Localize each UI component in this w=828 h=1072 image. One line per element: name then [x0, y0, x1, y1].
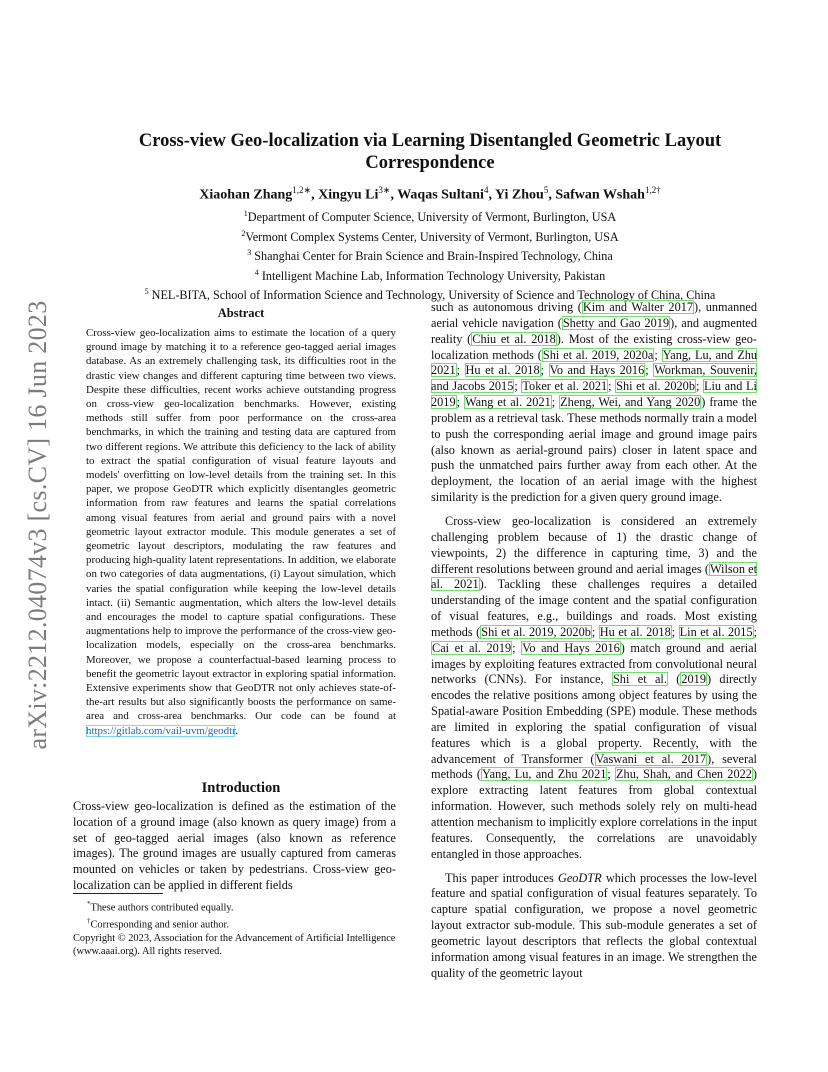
abstract-body: [86, 326, 396, 738]
citation-link[interactable]: 2019: [681, 672, 706, 687]
body-text: such as autonomous driving (: [431, 300, 582, 314]
body-text: ). Tackling these challenges requires a detailed understanding of the image content and the spatial configuration of visual features, e.g., buildings and roads. Most existing methods (: [431, 577, 757, 639]
affiliation-line: $^3$ Shanghai Center for Brain Science and Brain-Inspired Technology, China: [247, 248, 613, 264]
citation-link[interactable]: Yang, Lu, and Zhu 2021: [482, 767, 607, 782]
author-list: Xiaohan Zhang$^{1,2∗}$, Xingyu $Li^{3∗}$, Waqas Sultani$^4$, Yi Zhou$^5$, Safwan Wshah$^{1,2\dagger}$: [199, 185, 661, 203]
citation-link[interactable]: Vo and Hays 2016: [549, 363, 645, 378]
body-text: Cross-view geo-localization is considered an extremely challenging problem because of 1) the drastic change of viewpoints, 2) the difference in capturing time, 3) and the different resolutions between ground and aerial images (: [431, 513, 757, 576]
body-text: ;: [456, 363, 465, 378]
citation-link[interactable]: Workman, Souvenir, and Jacobs 2015: [431, 363, 757, 394]
body-text: ;: [654, 347, 662, 362]
citation-link[interactable]: Hu et al. 2018: [599, 624, 671, 639]
body-text: This paper introduces: [445, 870, 558, 885]
affiliation-line: $^5$ NEL-BITA, School of Information Science and Technology, University of Science and Technology of China, China: [144, 287, 716, 303]
body-text: ), several methods (: [431, 751, 757, 782]
citation-link[interactable]: Lin et al. 2015: [679, 624, 753, 639]
body-text: (: [667, 672, 681, 687]
body-text: ;: [753, 624, 758, 639]
copyright-notice: Copyright © 2023, Association for the Advancement of Artificial Intelligence (www.aaai.org). All rights reserved.: [73, 932, 396, 958]
abstract-text: Cross-view geo-localization aims to estimate the location of a query ground image by matching it to a reference geo-tagged aerial images database. As an extremely challenging task, its difficulties root in the drastic view changes and different capturing time between two views. Despite these difficulties, recent works achieve outstanding progress on cross-view geo-localization benchmarks. However, existing methods still suffer from poor performance on the cross-area benchmarks, in which the training and testing data are captured from two different regions. We attribute this deficiency to the lack of ability to extract the spatial configuration of visual feature layouts and models' overfitting on low-level details from the training set. In this paper, we propose GeoDTR which explicitly disentangles geometric information from raw features and learns the spatial correlations among visual features from aerial and ground pairs with a novel geometric layout extractor module. This module generates a set of geometric layout descriptors, modulating the raw features and producing high-quality latent representations. In addition, we elaborate on two categories of data augmentations, (i) Layout simulation, which varies the spatial configuration while keeping the low-level details intact. (ii) Semantic augmentation, which alters the low-level details and encourages the model to capture spatial configurations. These augmentations help to improve the performance of the cross-view geo-localization models, especially on the cross-area benchmarks. Moreover, we propose a counterfactual-based learning process to benefit the geometric layout extractor in exploring spatial information. Extensive experiments show that GeoDTR not only achieves state-of-the-art results but also significantly boosts the performance on same-area and cross-area benchmarks. Our code can be found at: [86, 327, 396, 723]
arxiv-id: arXiv:2212.04074v3 [cs.CV] 16 Jun 2023: [23, 300, 52, 750]
body-text: ;: [456, 395, 464, 410]
abstract-heading: Abstract: [217, 306, 265, 320]
citation-link[interactable]: Chiu et al. 2018: [472, 331, 556, 346]
citation-link[interactable]: Kim and Walter 2017: [582, 300, 694, 314]
body-text: ). Most of the existing cross-view geo-localization methods (: [431, 331, 757, 362]
body-text: ) explore extracting latent features from global contextual information. However, such methods solely rely on multi-head attention mechanism to implicitly explore correlations in the input features. Consequently, the correlations are unavoidably entangled in those approaches.: [431, 767, 757, 861]
citation-link[interactable]: Zheng, Wei, and Yang 2020: [560, 395, 701, 410]
affiliation-line: $^4$ Intelligent Machine Lab, Information Technology University, Pakistan: [254, 267, 606, 283]
footnotes: [73, 898, 403, 959]
footnote-equal: *These authors contributed equally.: [87, 900, 234, 914]
right-column: [431, 300, 757, 981]
body-text: ) directly encodes the relative positions among object features by using the Spatial-aware Position Embedding (SPE) module. These methods are limited in exploring the spatial configuration of visual features which is a global property. Recently, with the advancement of Transformer (: [431, 672, 757, 766]
citation-link[interactable]: Vo and Hays 2016: [522, 640, 620, 655]
body-text: ), unmanned aerial vehicle navigation (: [431, 300, 757, 330]
author-name: Xingyu Li: [318, 187, 379, 203]
citation-link[interactable]: Zhu, Shah, and Chen 2022: [616, 767, 752, 782]
right-paragraph-3: [431, 871, 757, 982]
body-text: ;: [551, 395, 560, 410]
arxiv-sidebar-stamp: [20, 290, 56, 760]
footnote-corresponding: †Corresponding and senior author.: [87, 916, 230, 931]
author-name: Yi Zhou: [494, 187, 544, 203]
body-text: ) frame the problem as a retrieval task. These methods normally train a model to push the corresponding aerial image and ground image pairs (also known as aerial-ground pairs) closer in latent space and push the unmatched pairs further away from each other. At the deployment, the location of an aerial image with the highest similarity is the prediction for a given query ground image.: [431, 395, 757, 505]
body-text: ;: [540, 363, 549, 378]
citation-link[interactable]: Hu et al. 2018: [465, 363, 540, 378]
citation-link[interactable]: Wilson et al. 2021: [431, 561, 757, 592]
citation-link[interactable]: Shi et al. 2020b: [616, 379, 695, 394]
author-affil-mark: 4: [483, 185, 489, 195]
right-paragraph-1: [431, 300, 757, 506]
citation-link[interactable]: Shi et al.: [612, 672, 667, 687]
right-paragraph-2: [431, 514, 757, 863]
body-text: ;: [608, 379, 616, 394]
citation-link[interactable]: Shi et al. 2019, 2020b: [481, 624, 591, 639]
method-name: GeoDTR: [557, 870, 602, 885]
author-affil-mark: 1,2∗: [292, 185, 312, 195]
body-text: ;: [671, 624, 679, 639]
body-text: ;: [512, 640, 522, 655]
citation-link[interactable]: Yang, Lu, and Zhu 2021: [431, 347, 757, 378]
author-affil-mark: 5: [543, 185, 549, 195]
author-name: Safwan Wshah: [555, 187, 645, 203]
citation-link[interactable]: Liu and Li 2019: [431, 379, 757, 410]
author-name: Waqas Sultani: [397, 187, 484, 203]
abstract-end: .: [235, 724, 238, 737]
affiliation-line: $^1$Department of Computer Science, University of Vermont, Burlington, USA: [243, 209, 617, 225]
affiliation-line: $^2$Vermont Complex Systems Center, University of Vermont, Burlington, USA: [241, 228, 619, 244]
body-text: which processes the low-level feature and spatial configuration of visual features separately. To capture spatial configuration, we propose a novel geometric layout extractor sub-module. This sub-module generates a set of geometric layout descriptors that reflects the global contextual information among visual features in an image. We strengthen the quality of the geometric layout: [431, 870, 757, 980]
body-text: ;: [695, 379, 703, 394]
intro-paragraph-1: Cross-view geo-localization is defined as the estimation of the location of a ground image (also known as query image) from a set of geo-tagged aerial images (also known as reference images). The ground images are usually captured from cameras mounted on vehicles or taken by pedestrians. Cross-view geo-localization can be applied in different fields: [73, 799, 396, 892]
citation-link[interactable]: Shi et al. 2019, 2020a: [542, 347, 654, 362]
citation-link[interactable]: Vaswani et al. 2017: [595, 751, 707, 766]
body-text: ), and augmented reality (: [431, 315, 757, 346]
citation-link[interactable]: Cai et al. 2019: [432, 640, 512, 655]
citation-link[interactable]: Toker et al. 2021: [522, 379, 608, 394]
affiliation-list: [70, 206, 790, 304]
body-text: ) match ground and aerial images by exploiting features extracted from convolutional neural networks (CNNs). For instance,: [431, 640, 757, 687]
author-affil-mark: 3∗: [378, 185, 391, 195]
body-text: ;: [591, 624, 599, 639]
citation-link[interactable]: Shetty and Gao 2019: [562, 315, 670, 330]
citation-link[interactable]: Wang et al. 2021: [465, 395, 551, 410]
body-text: ;: [607, 767, 616, 782]
author-affil-mark: 1,2†: [644, 185, 661, 195]
footnote-rule: [73, 893, 163, 894]
author-name: Xiaohan Zhang: [199, 187, 293, 203]
body-text: ;: [514, 379, 522, 394]
paper-title: Cross-view Geo-localization via Learning Disentangled Geometric Layout Correspondence: [138, 131, 722, 173]
body-text: ;: [645, 363, 654, 378]
code-link[interactable]: https://gitlab.com/vail-uvm/geodtr: [86, 724, 236, 737]
introduction-heading: Introduction: [201, 780, 281, 796]
